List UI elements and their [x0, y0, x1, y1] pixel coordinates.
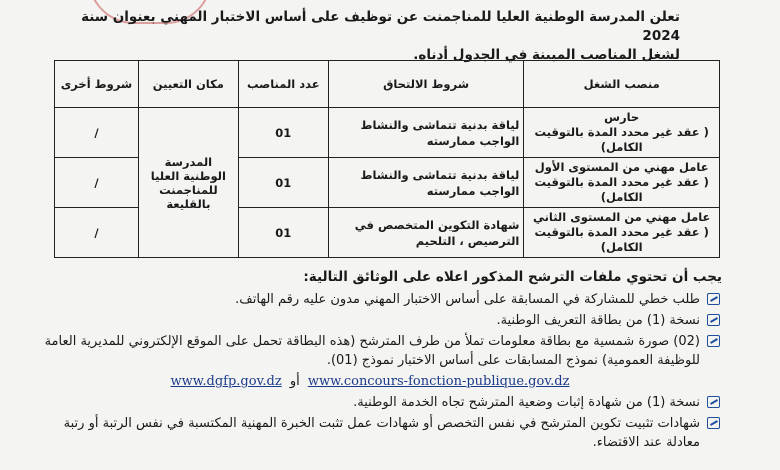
- header-conditions: شروط الالتحاق: [328, 61, 524, 108]
- other-cell: /: [55, 208, 139, 258]
- condition-cell: لياقة بدنية تتماشى والنشاط الواجب ممارسته: [328, 108, 524, 158]
- location-cell: المدرسة الوطنية العليا للمناجمنت بالقليعة: [138, 108, 238, 258]
- header-count: عدد المناصب: [238, 61, 328, 108]
- table-row: [55, 108, 720, 158]
- checkbox-icon: [707, 293, 720, 305]
- intro-line-2: لشغل المناصب المبينة في الجدول أدناه.: [413, 47, 680, 63]
- documents-title: يجب أن تحتوي ملفات الترشح المذكور اعلاه على الوثائق التالية:: [303, 269, 722, 285]
- intro-text: [52, 8, 680, 65]
- job-contract: ( عقد غير محدد المدة بالتوقيت الكامل): [534, 225, 709, 254]
- checkbox-icon: [707, 335, 720, 347]
- checkbox-icon: [707, 314, 720, 326]
- count-cell: 01: [238, 208, 328, 258]
- list-item: [40, 290, 722, 309]
- job-title: عامل مهني من المستوى الثاني: [532, 210, 711, 224]
- intro-line-1: تعلن المدرسة الوطنية العليا للمناجمنت عن توظيف على أساس الاختبار المهني بعنوان سنة 2024: [81, 9, 680, 44]
- list-item: [40, 414, 722, 452]
- list-item: [40, 311, 722, 330]
- count-cell: 01: [238, 158, 328, 208]
- job-title: حارس: [604, 110, 640, 124]
- header-other: شروط أخرى: [55, 61, 139, 108]
- condition-cell: شهادة التكوين المتخصص في الترصيص ، التلحيم: [328, 208, 524, 258]
- document-text: طلب خطي للمشاركة في المسابقة على أساس الاختبار المهني مدون عليه رقم الهاتف.: [235, 292, 700, 307]
- documents-list: [40, 290, 722, 452]
- count-cell: 01: [238, 108, 328, 158]
- table-header-row: [55, 61, 720, 108]
- job-cell: [524, 108, 720, 158]
- other-cell: /: [55, 108, 139, 158]
- checkbox-icon: [707, 417, 720, 429]
- checkbox-icon: [707, 396, 720, 408]
- document-text: شهادات تثبيت تكوين المترشح في نفس التخصص أو شهادات عمل تثبت الخبرة المهنية المكتسبة في نفس الرتبة أو رتبة معادلة عند الاقتضاء.: [63, 416, 700, 450]
- positions-table: [54, 60, 720, 258]
- job-title: عامل مهني من المستوى الأول: [534, 160, 709, 174]
- job-contract: ( عقد غير محدد المدة بالتوقيت الكامل): [534, 125, 709, 154]
- list-item: [40, 393, 722, 412]
- document-text: نسخة (1) من بطاقة التعريف الوطنية.: [496, 313, 700, 328]
- other-cell: /: [55, 158, 139, 208]
- dgfp-link[interactable]: www.dgfp.gov.dz: [170, 374, 282, 389]
- job-cell: [524, 208, 720, 258]
- header-location: مكان التعيين: [138, 61, 238, 108]
- document-text: (02) صورة شمسية مع بطاقة معلومات تملأ من طرف المترشح (هذه البطاقة تحمل على الموقع الإلكتروني للمديرية العامة للوظيفة العمومية) نموذج المسابقات على أساس الاختبار نموذج (01).: [44, 334, 700, 368]
- required-documents: [40, 268, 722, 454]
- job-cell: [524, 158, 720, 208]
- header-job: منصب الشغل: [524, 61, 720, 108]
- concours-link[interactable]: www.concours-fonction-publique.gov.dz: [307, 374, 570, 389]
- link-separator: أو: [289, 374, 300, 389]
- job-contract: ( عقد غير محدد المدة بالتوقيت الكامل): [534, 175, 709, 204]
- website-links: [40, 372, 722, 391]
- condition-cell: لياقة بدنية تتماشى والنشاط الواجب ممارسته: [328, 158, 524, 208]
- document-text: نسخة (1) من شهادة إثبات وضعية المترشح تجاه الخدمة الوطنية.: [353, 395, 700, 410]
- list-item: [40, 332, 722, 370]
